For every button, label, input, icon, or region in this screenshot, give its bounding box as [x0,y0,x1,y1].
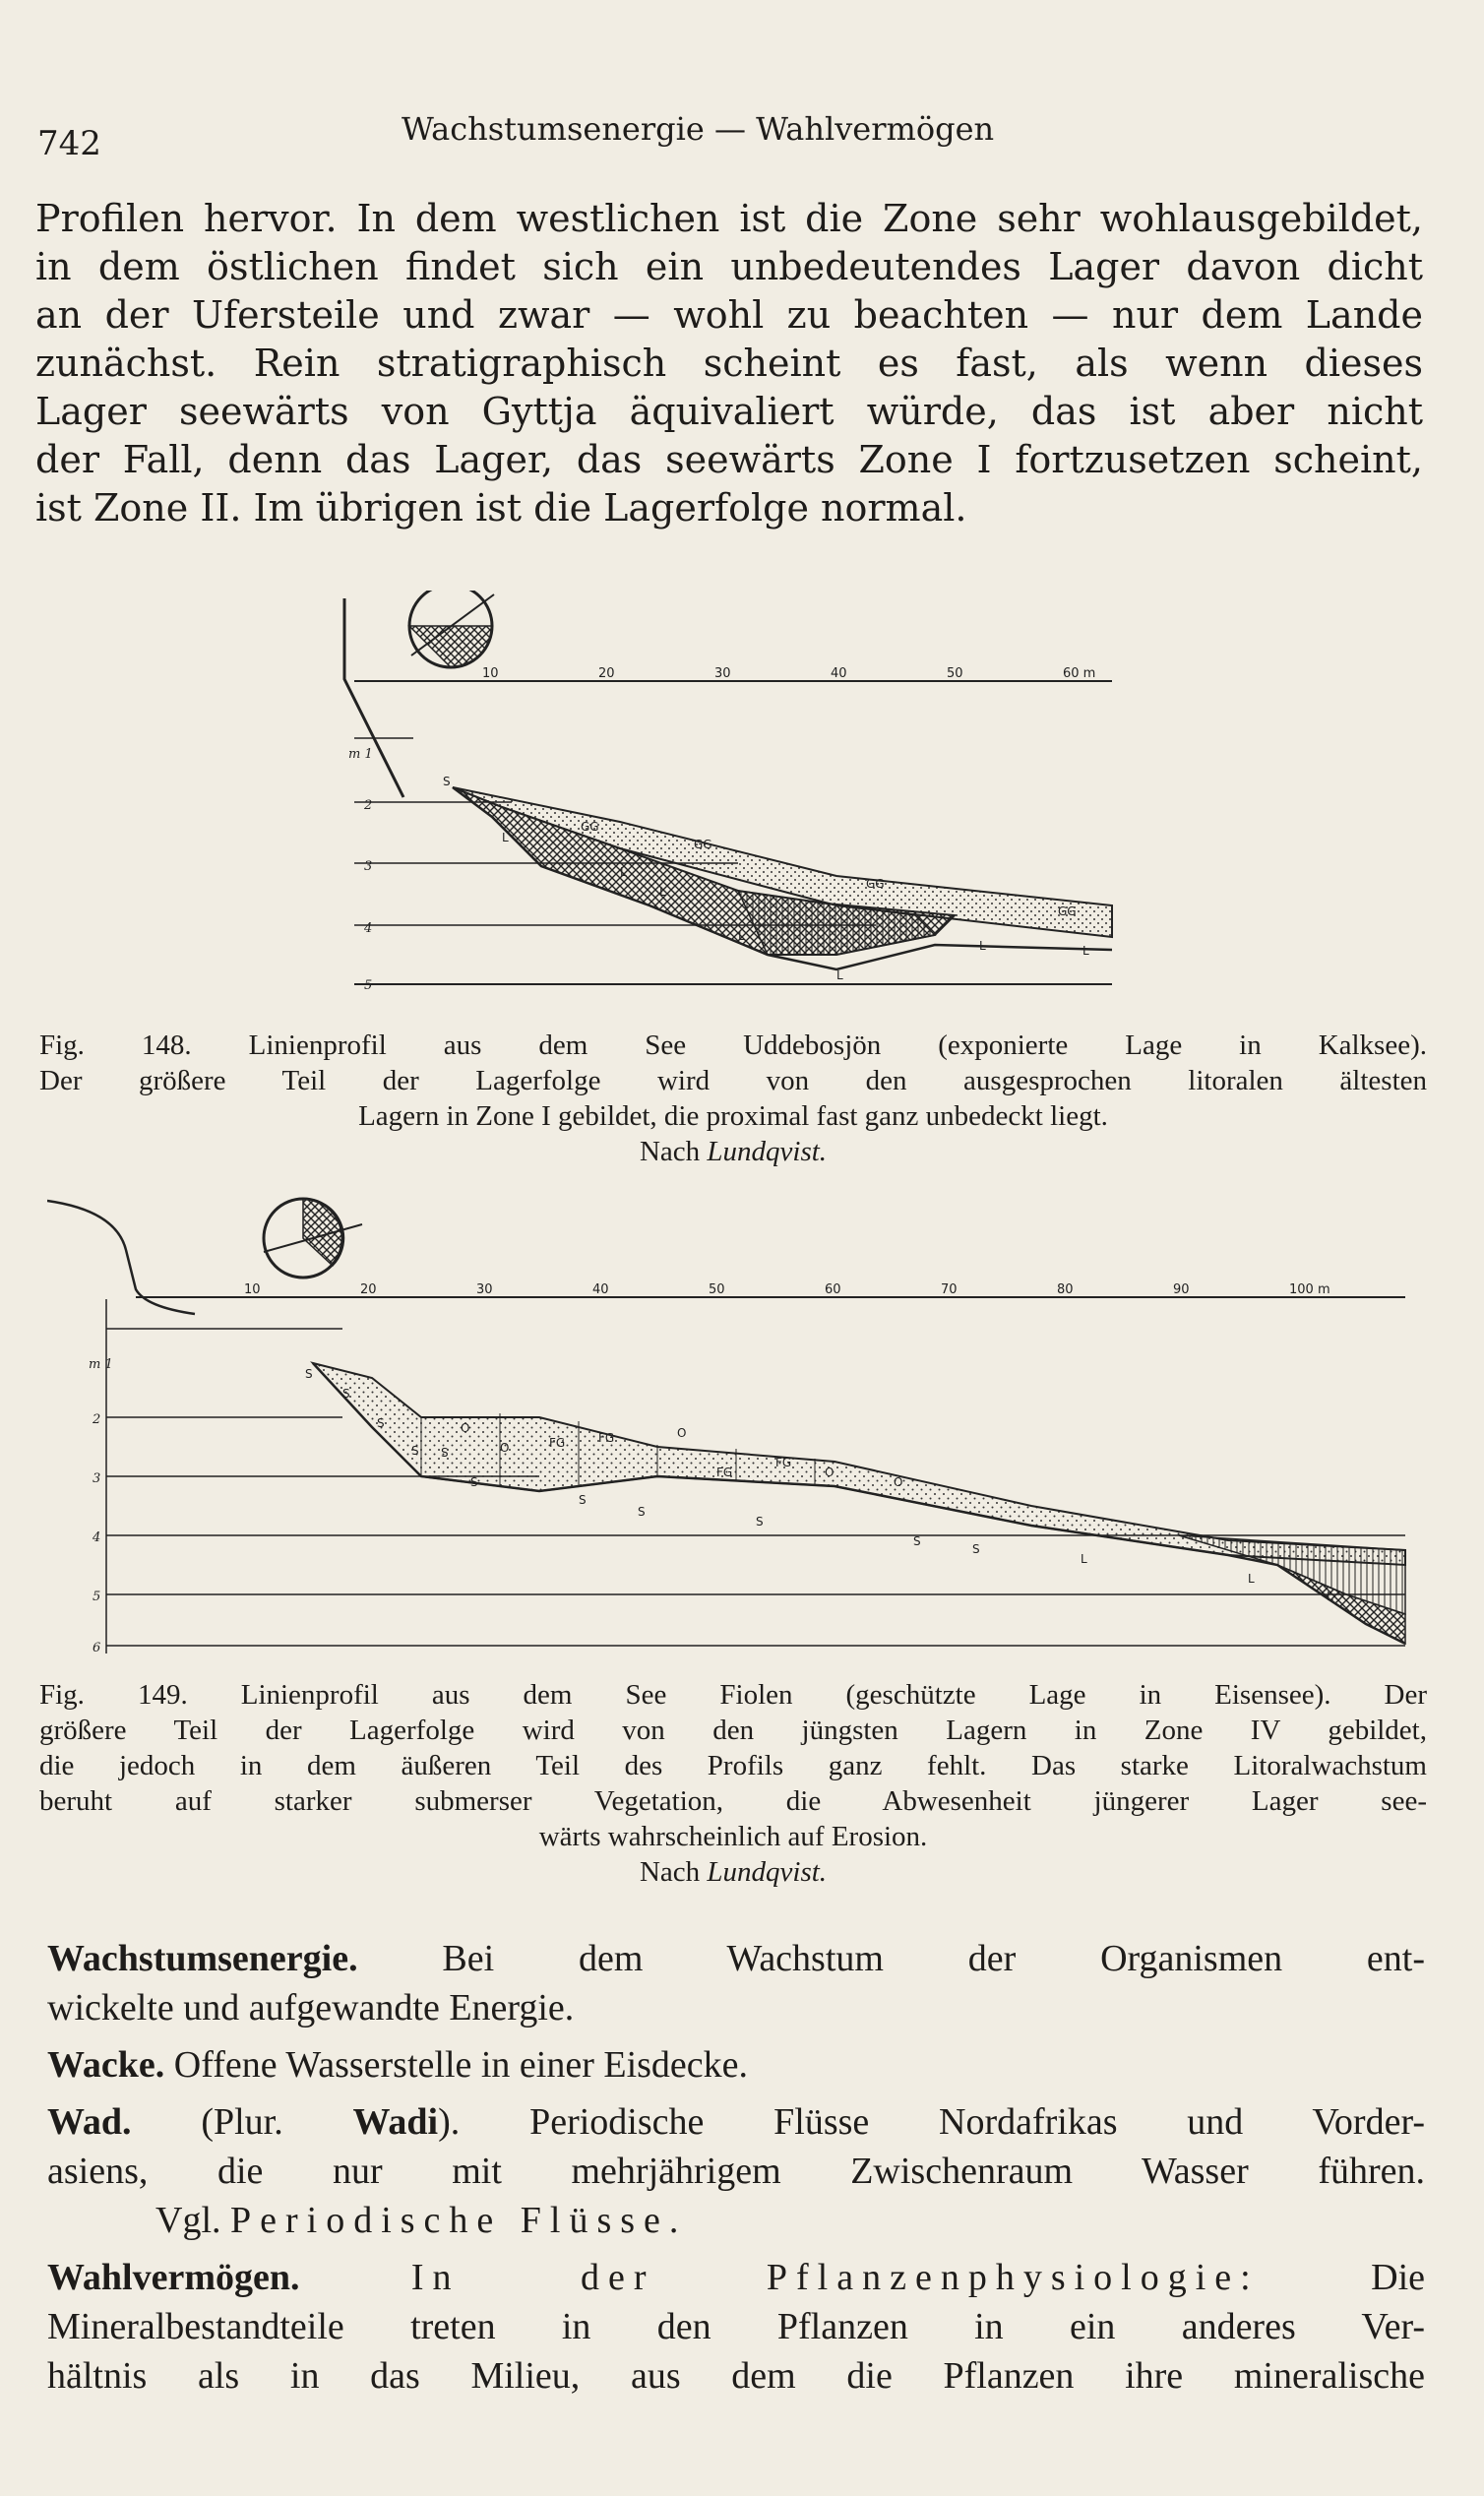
entry-line: Mineralbestandteile treten in den Pflanzen in ein anderes Ver- [47,2306,1425,2347]
distance-tick: 20 [598,666,615,681]
layer-label: S [411,1444,419,1458]
distance-tick: 30 [714,666,731,681]
distance-tick: 50 [947,666,963,681]
distance-tick: 100 m [1289,1282,1330,1297]
depth-tick: 3 [93,1471,101,1486]
plural-term: Wadi [352,2101,439,2143]
entry-line: wickelte und aufgewandte Energie. [47,1987,575,2028]
distance-tick: 70 [941,1282,958,1297]
entry-term: Wacke. [47,2044,165,2086]
layer-label: FG [549,1436,566,1450]
credit-prefix: Nach [639,1856,701,1888]
entry-wahlvermoegen [47,2253,1425,2401]
credit-name: Lundqvist. [707,1856,828,1888]
layer-label: GG [581,820,599,834]
layer-label: FG [598,1431,615,1445]
depth-tick: 4 [364,921,373,936]
layer-label: S [377,1416,385,1430]
text-line: ist Zone II. Im übrigen ist die Lagerfolge normal. [35,486,967,530]
caption-line: wärts wahrscheinlich auf Erosion. [538,1821,928,1852]
depth-tick: 2 [364,798,373,813]
text-line: Profilen hervor. In dem westlichen ist die Zone sehr wohlausgebildet, [35,197,1423,240]
distance-tick: 60 [825,1282,841,1297]
layer-label: S [443,775,451,788]
distance-tick: 90 [1173,1282,1190,1297]
entry-text: Bei dem Wachstum der Organismen ent- [442,1938,1425,1979]
entry-line [47,2253,1425,2302]
layer-label: O [461,1421,470,1435]
layer-label: S [470,1475,478,1489]
entry-term: Wad. [47,2101,132,2143]
caption-line: die jedoch in dem äußeren Teil des Profils ganz fehlt. Das starke Litoralwachstum [39,1750,1427,1781]
layer-label: O [894,1475,903,1489]
entry-term: Wahlvermögen. [47,2257,300,2298]
layer-label: GG [694,838,712,851]
entry-line: hältnis als in das Milieu, aus dem die Pflanzen ihre mineralische [47,2355,1425,2397]
page-header [37,110,1435,169]
caption-line: größere Teil der Lagerfolge wird von den jüngsten Lagern in Zone IV gebildet, [39,1715,1427,1746]
caption-credit [39,1854,1427,1890]
layer-label: L [738,929,745,943]
sediment-layers [453,787,1112,969]
layer-label: L [836,968,843,982]
layer-label: O [500,1441,510,1455]
layer-label: S [441,1446,449,1460]
distance-tick: 20 [360,1282,377,1297]
text-line: zunächst. Rein stratigraphisch scheint es fast, als wenn dieses [35,342,1423,385]
running-head: Wachstumsenergie — Wahlvermögen [402,110,995,148]
profile-diagram-149 [47,1191,1425,1663]
distance-tick: 40 [592,1282,609,1297]
distance-tick: 10 [244,1282,261,1297]
entry-line [47,2040,1425,2090]
entry-wachstumsenergie [47,1934,1425,2032]
entry-field: Pflanzenphysiologie: [766,2257,1260,2298]
figure-148-caption [39,1028,1427,1169]
layer-label: S [342,1387,350,1401]
caption-line: Lagern in Zone I gebildet, die proximal fast ganz unbedeckt liegt. [358,1100,1108,1132]
entry-wad [47,2097,1425,2245]
body-paragraph [35,195,1423,532]
layer-label: GG [1058,905,1077,918]
layer-label: L [1081,1552,1087,1566]
depth-tick: 2 [93,1412,101,1427]
layer-label: L [979,939,986,953]
figure-149-profile [47,1191,1425,1663]
layer-label: L [1248,1572,1255,1586]
layer-label: S [579,1493,587,1507]
distance-tick: 30 [476,1282,493,1297]
distance-tick: 50 [709,1282,725,1297]
layer-label: S [972,1542,980,1556]
entry-wacke [47,2040,1425,2090]
sediment-layers [313,1363,1405,1644]
layer-label: L [1082,944,1089,958]
depth-tick: 4 [93,1530,101,1545]
depth-tick: 5 [93,1590,101,1604]
layer-label: S [638,1505,646,1519]
depth-tick: 3 [364,859,373,874]
entry-in-der: In der [410,2257,655,2298]
plural-close: ). [438,2101,461,2143]
see-prefix: Vgl. [155,2200,221,2241]
entry-line [47,1934,1425,1983]
caption-line: Der größere Teil der Lagerfolge wird von den ausgesprochen litoralen ältesten [39,1065,1427,1096]
layer-label: L [620,865,627,879]
layer-label: S [756,1515,764,1529]
figure-148-profile [325,591,1142,1004]
credit-name: Lundqvist. [707,1136,828,1167]
profile-diagram-148 [325,591,1142,1004]
page-number: 742 [37,124,101,163]
entry-text: Die [1371,2257,1425,2298]
compass-symbol [409,591,494,667]
distance-tick: 10 [482,666,499,681]
dictionary-entries [47,1934,1425,2408]
layer-label: L [502,831,509,844]
layer-label: S [305,1367,313,1381]
layer-label: S [913,1534,921,1548]
layer-label: O [677,1426,687,1440]
entry-term: Wachstumsenergie. [47,1938,358,1979]
caption-line: beruht auf starker submerser Vegetation, die Abwesenheit jüngerer Lager see- [39,1785,1427,1817]
layer-label: O [825,1466,835,1479]
figure-149-caption [39,1677,1427,1890]
caption-credit [39,1134,1427,1169]
distance-tick: 80 [1057,1282,1074,1297]
entry-see-also [47,2196,1425,2245]
caption-line: Fig. 148. Linienprofil aus dem See Uddebosjön (exponierte Lage in Kalksee). [39,1030,1427,1061]
see-reference: Periodische Flüsse. [230,2200,688,2241]
caption-line: Fig. 149. Linienprofil aus dem See Fiolen (geschützte Lage in Eisensee). Der [39,1679,1427,1711]
layer-label: GG [866,877,885,891]
layer-label: L [1327,1590,1333,1603]
text-line: Lager seewärts von Gyttja äquivaliert würde, das ist aber nicht [35,390,1423,433]
layer-label: FG [716,1466,733,1479]
depth-tick: m 1 [348,747,373,762]
credit-prefix: Nach [639,1136,701,1167]
entry-text: Offene Wasserstelle in einer Eisdecke. [173,2044,749,2086]
entry-line [47,2097,1425,2147]
plural-open: (Plur. [201,2101,283,2143]
entry-line: asiens, die nur mit mehrjährigem Zwischenraum Wasser führen. [47,2151,1425,2192]
distance-tick: 40 [831,666,847,681]
text-line: der Fall, denn das Lager, das seewärts Zone I fortzusetzen scheint, [35,438,1423,481]
compass-symbol [264,1199,362,1278]
depth-tick: m 1 [89,1357,113,1372]
entry-text: Periodische Flüsse Nordafrikas und Vorder- [529,2101,1426,2143]
layer-label: FG [775,1456,792,1469]
layer-label: L [659,885,666,899]
text-line: an der Ufersteile und zwar — wohl zu beachten — nur dem Lande [35,293,1423,337]
depth-tick: 5 [364,978,373,993]
depth-tick: 6 [93,1641,101,1655]
text-line: in dem östlichen findet sich ein unbedeutendes Lager davon dicht [35,245,1423,288]
distance-tick: 60 m [1063,666,1096,681]
